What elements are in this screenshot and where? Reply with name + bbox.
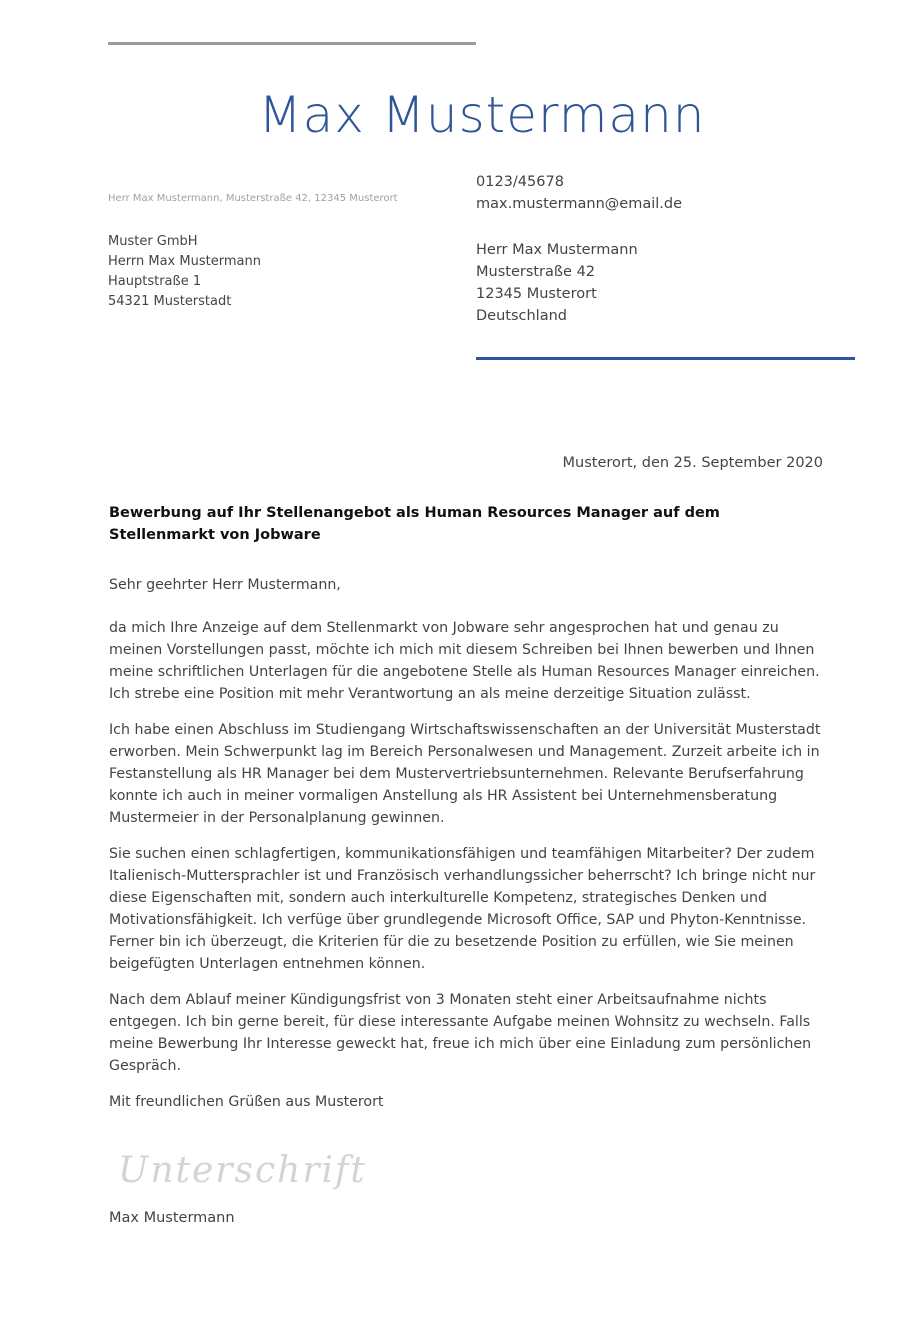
recipient-city: 54321 Musterstadt [108,294,232,309]
recipient-address-block [108,232,261,312]
letter-body [109,574,821,1127]
sender-street: Musterstraße 42 [476,264,596,280]
sender-return-address: Herr Max Mustermann, Musterstraße 42, 12345 Musterort [108,193,398,204]
letter-date: Musterort, den 25. September 2020 [562,455,823,471]
closing: Mit freundlichen Grüßen aus Musterort [109,1094,384,1110]
paragraph-4: Nach dem Ablauf meiner Kündigungsfrist von 3 Monaten steht einer Arbeitsaufnahme nichts entgegen. Ich bin gerne bereit, für diese interessante Aufgabe meinen Wohnsitz zu wechseln. Falls meine Bewerbung Ihr Interesse geweckt hat, freue ich mich über eine Einladung zum persönlichen Gespräch. [109,992,812,1074]
phone-number: 0123/45678 [476,174,564,190]
sender-city: 12345 Musterort [476,286,597,302]
paragraph-1: da mich Ihre Anzeige auf dem Stellenmarkt von Jobware sehr angesprochen hat und genau zu meinen Vorstellungen passt, möchte ich mich mit diesem Schreiben bei Ihnen bewerben und Ihnen meine schriftlichen Unterlagen für die angebotene Stelle als Human Resources Manager einreichen. Ich strebe eine Position mit mehr Verantwortung an als meine derzeitige Situation zulässt. [109,620,820,702]
recipient-person: Herrn Max Mustermann [108,254,261,269]
email-address: max.mustermann@email.de [476,196,682,212]
sender-address-block [476,239,638,327]
signer-name: Max Mustermann [109,1210,235,1226]
recipient-company: Muster GmbH [108,234,198,249]
contact-block [476,171,682,215]
sender-name: Herr Max Mustermann [476,242,638,258]
recipient-street: Hauptstraße 1 [108,274,202,289]
paragraph-3: Sie suchen einen schlagfertigen, kommunikationsfähigen und teamfähigen Mitarbeiter? Der zudem Italienisch-Muttersprachler ist und Französisch verhandlungssicher beherrscht? Ich bringe nicht nur diese Eigenschaften mit, sondern auch interkulturelle Kompetenz, strategisches Denken und Motivationsfähigkeit. Ich verfüge über grundlegende Microsoft Office, SAP und Phyton-Kenntnisse. Ferner bin ich überzeugt, die Kriterien für die zu besetzende Position zu erfüllen, wie Sie meinen beigefügten Unterlagen entnehmen können. [109,846,816,972]
applicant-name-heading: Max Mustermann [258,86,706,144]
header-top-rule [108,42,476,45]
sender-country: Deutschland [476,308,567,324]
salutation: Sehr geehrter Herr Mustermann, [109,577,341,593]
signature-placeholder: Unterschrift [118,1150,367,1191]
letter-subject: Bewerbung auf Ihr Stellenangebot als Human Resources Manager auf dem Stellenmarkt von Jobware [109,505,720,543]
accent-rule [476,357,855,360]
paragraph-2: Ich habe einen Abschluss im Studiengang Wirtschaftswissenschaften an der Universität Musterstadt erworben. Mein Schwerpunkt lag im Bereich Personalwesen und Management. Zurzeit arbeite ich in Festanstellung als HR Manager bei dem Mustervertriebsunternehmen. Relevante Berufserfahrung konnte ich auch in meiner vormaligen Anstellung als HR Assistent bei Unternehmensberatung Mustermeier in der Personalplanung gewinnen. [109,722,821,826]
